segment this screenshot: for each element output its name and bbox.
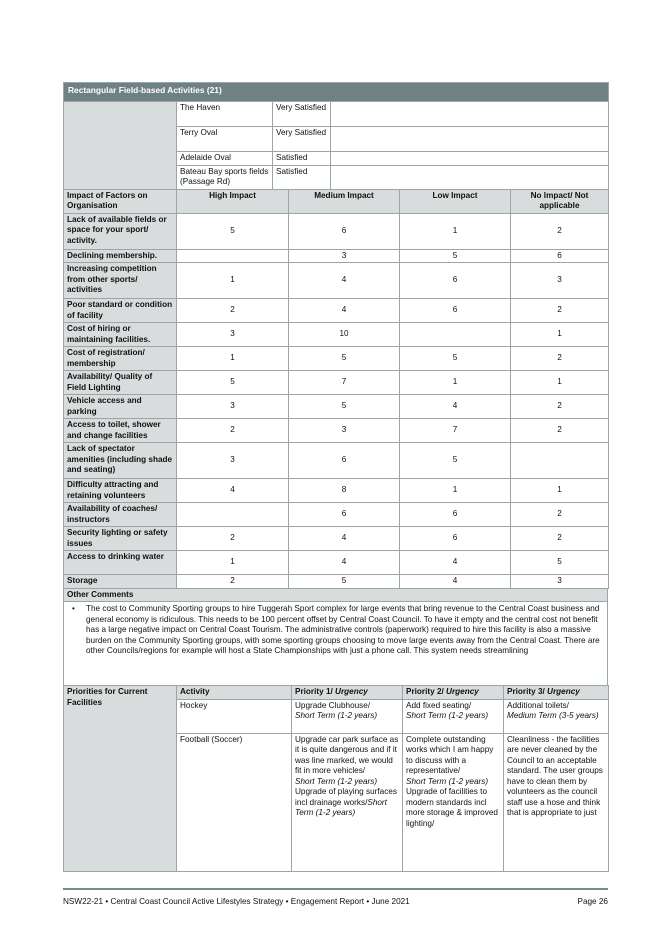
impact-row	[64, 299, 609, 323]
priorities-header-p3: Priority 3/ Urgency	[504, 686, 609, 700]
impact-none: 2	[511, 419, 609, 443]
impact-high: 1	[177, 347, 289, 371]
impact-low: 6	[400, 503, 511, 527]
blank-cell	[64, 102, 177, 190]
priority-2-cell: Complete outstanding works which I am happy to discuss with a representative/ Short Term (1-2 years) Upgrade of facilities to modern standards incl more storage & improved lighting/	[403, 733, 504, 871]
priority-3-cell: Additional toilets/ Medium Term (3-5 years)	[504, 699, 609, 733]
impact-medium: 4	[289, 551, 400, 575]
priority-activity: Hockey	[177, 699, 292, 733]
impact-medium: 5	[289, 347, 400, 371]
impact-low: 6	[400, 299, 511, 323]
impact-high	[177, 503, 289, 527]
impact-high: 1	[177, 551, 289, 575]
venue-name: Terry Oval	[177, 127, 273, 152]
page-number: Page 26	[577, 897, 608, 906]
impact-medium: 6	[289, 503, 400, 527]
impact-factor: Lack of spectator amenities (including shade and seating)	[64, 443, 177, 479]
impact-factor: Storage	[64, 575, 177, 589]
impact-low: 4	[400, 575, 511, 589]
impact-none: 3	[511, 263, 609, 299]
venue-rating: Satisfied	[273, 165, 331, 189]
impact-high: 3	[177, 443, 289, 479]
impact-none: 3	[511, 575, 609, 589]
impact-none: 1	[511, 479, 609, 503]
priority-activity: Football (Soccer)	[177, 733, 292, 871]
impact-low: 1	[400, 213, 511, 249]
impact-row	[64, 503, 609, 527]
impact-high: 3	[177, 395, 289, 419]
impact-row	[64, 419, 609, 443]
venue-rating: Very Satisfied	[273, 127, 331, 152]
impact-low: 7	[400, 419, 511, 443]
impact-high: 5	[177, 371, 289, 395]
impact-medium: 4	[289, 299, 400, 323]
impact-rows	[64, 213, 609, 588]
impact-medium: 6	[289, 443, 400, 479]
other-comment	[64, 602, 608, 686]
impact-high: 2	[177, 419, 289, 443]
impact-factor: Access to toilet, shower and change facilities	[64, 419, 177, 443]
impact-factor: Access to drinking water	[64, 551, 177, 575]
impact-none: 2	[511, 503, 609, 527]
impact-medium: 5	[289, 575, 400, 589]
impact-medium: 5	[289, 395, 400, 419]
priority-3-cell: Cleanliness - the facilities are never cleaned by the Council to an acceptable standard. The user groups have to clean them by volunteers as the council staff use a hose and think that is appropriate to just	[504, 733, 609, 871]
impact-factor: Availability of coaches/ instructors	[64, 503, 177, 527]
impact-row	[64, 479, 609, 503]
impact-none: 1	[511, 323, 609, 347]
impact-header-high: High Impact	[177, 189, 289, 213]
impact-header-medium: Medium Impact	[289, 189, 400, 213]
section-title: Rectangular Field-based Activities (21)	[64, 83, 609, 102]
impact-none: 2	[511, 213, 609, 249]
impact-high: 4	[177, 479, 289, 503]
impact-low: 5	[400, 443, 511, 479]
impact-high: 2	[177, 527, 289, 551]
impact-low: 6	[400, 263, 511, 299]
venue-name: The Haven	[177, 102, 273, 127]
impact-row	[64, 527, 609, 551]
priority-1-cell: Upgrade car park surface as it is quite dangerous and if it was line marked, we would fit in more vehicles/ Short Term (1-2 years) Upgrade of playing surfaces incl drainage works/Short Term (1-2 years)	[292, 733, 403, 871]
venue-name: Adelaide Oval	[177, 152, 273, 166]
impact-none: 6	[511, 249, 609, 263]
impact-low: 4	[400, 395, 511, 419]
impact-header-factor: Impact of Factors on Organisation	[64, 189, 177, 213]
impact-low: 5	[400, 347, 511, 371]
venue-rating: Satisfied	[273, 152, 331, 166]
impact-medium: 7	[289, 371, 400, 395]
impact-none: 2	[511, 527, 609, 551]
impact-none: 5	[511, 551, 609, 575]
impact-low: 4	[400, 551, 511, 575]
document-page	[63, 82, 608, 872]
impact-medium: 6	[289, 213, 400, 249]
impact-low	[400, 323, 511, 347]
impact-row	[64, 443, 609, 479]
other-comments-table	[63, 588, 608, 687]
priorities-header-p2: Priority 2/ Urgency	[403, 686, 504, 700]
bullet-icon: •	[72, 604, 75, 613]
priority-1-cell: Upgrade Clubhouse/ Short Term (1-2 years)	[292, 699, 403, 733]
venue-name: Bateau Bay sports fields (Passage Rd)	[177, 165, 273, 189]
impact-header-none: No Impact/ Not applicable	[511, 189, 609, 213]
impact-none: 2	[511, 347, 609, 371]
other-comment-text: The cost to Community Sporting groups to hire Tuggerah Sport complex for large events that bring revenue to the Central Coast business and general economy is ridiculous. This needs to be 100 percent offset by Central Coast Council. To have it empty and the central cost not benefit has a large negative impact on Central Coast Tourism. The administrative controls (paperwork) required to hire this facility is also a massive burden on the Community Sporting groups, with some sporting groups choosing to move large events away from the Central Coast. There are other Councils/regions for example will host a State Championships with just a phone call. This system needs streamlining	[86, 604, 600, 655]
impact-low: 1	[400, 479, 511, 503]
impact-header-low: Low Impact	[400, 189, 511, 213]
impact-low: 5	[400, 249, 511, 263]
impact-none: 2	[511, 395, 609, 419]
impact-medium: 8	[289, 479, 400, 503]
impact-low: 6	[400, 527, 511, 551]
impact-row	[64, 371, 609, 395]
impact-medium: 3	[289, 249, 400, 263]
impact-high: 3	[177, 323, 289, 347]
impact-factor: Lack of available fields or space for your sport/ activity.	[64, 213, 177, 249]
impact-medium: 4	[289, 527, 400, 551]
impact-medium: 4	[289, 263, 400, 299]
impact-low: 1	[400, 371, 511, 395]
impact-table	[63, 189, 609, 589]
impact-row	[64, 575, 609, 589]
impact-high: 2	[177, 299, 289, 323]
footer-divider	[63, 888, 608, 890]
priorities-header-p1: Priority 1/ Urgency	[292, 686, 403, 700]
impact-factor: Vehicle access and parking	[64, 395, 177, 419]
impact-none	[511, 443, 609, 479]
impact-high	[177, 249, 289, 263]
impact-high: 2	[177, 575, 289, 589]
impact-factor: Increasing competition from other sports/ activities	[64, 263, 177, 299]
impact-factor: Cost of registration/ membership	[64, 347, 177, 371]
impact-row	[64, 395, 609, 419]
impact-factor: Poor standard or condition of facility	[64, 299, 177, 323]
other-comments-label: Other Comments	[64, 588, 608, 602]
impact-row	[64, 213, 609, 249]
impact-none: 1	[511, 371, 609, 395]
priorities-table	[63, 685, 609, 872]
priorities-label: Priorities for Current Facilities	[64, 686, 177, 872]
impact-factor: Security lighting or safety issues	[64, 527, 177, 551]
impact-high: 5	[177, 213, 289, 249]
page-footer	[63, 897, 608, 906]
impact-high: 1	[177, 263, 289, 299]
footer-text: NSW22-21 • Central Coast Council Active Lifestyles Strategy • Engagement Report • June 2021	[63, 897, 410, 906]
impact-row	[64, 323, 609, 347]
impact-row	[64, 347, 609, 371]
impact-medium: 10	[289, 323, 400, 347]
impact-factor: Cost of hiring or maintaining facilities.	[64, 323, 177, 347]
impact-row	[64, 249, 609, 263]
priority-2-cell: Add fixed seating/ Short Term (1-2 years)	[403, 699, 504, 733]
venue-rating: Very Satisfied	[273, 102, 331, 127]
impact-none: 2	[511, 299, 609, 323]
impact-row	[64, 263, 609, 299]
satisfaction-table	[63, 82, 609, 190]
impact-row	[64, 551, 609, 575]
impact-factor: Declining membership.	[64, 249, 177, 263]
priorities-header-activity: Activity	[177, 686, 292, 700]
impact-factor: Availability/ Quality of Field Lighting	[64, 371, 177, 395]
impact-factor: Difficulty attracting and retaining volunteers	[64, 479, 177, 503]
impact-medium: 3	[289, 419, 400, 443]
